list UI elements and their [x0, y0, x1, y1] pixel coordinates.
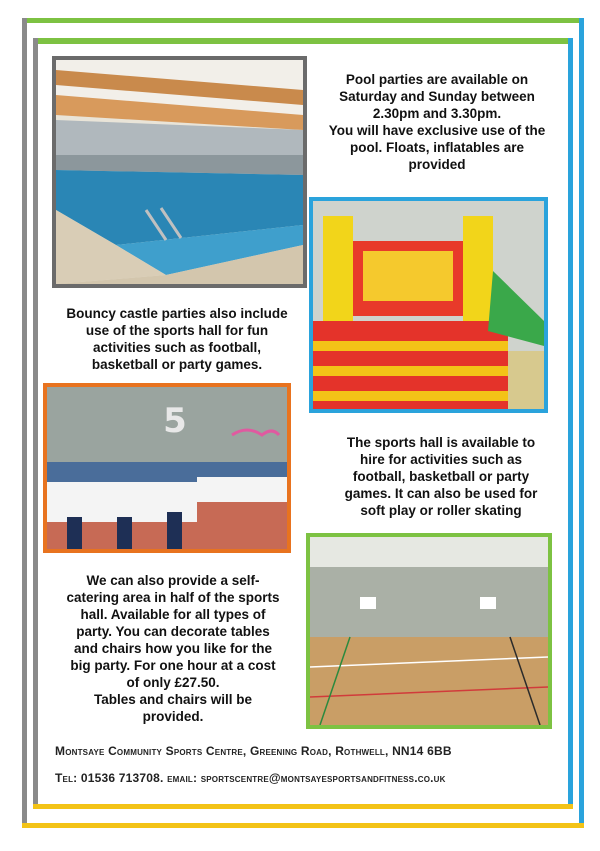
bouncy-line-3: activities such as football, [92, 340, 262, 355]
catering-line-6: big party. For one hour at a cost [70, 658, 276, 673]
catering-line-9: provided. [142, 709, 204, 724]
hall-line-1: The sports hall is available to [346, 435, 536, 450]
bouncy-line-2: use of the sports hall for fun [85, 323, 269, 338]
catering-line-1: We can also provide a self- [86, 573, 260, 588]
sports-hall-text [318, 434, 564, 519]
bottom-yellow-bar [33, 804, 573, 809]
bouncy-line-4: basketball or party games. [91, 357, 263, 372]
catering-line-2: catering area in half of the sports [66, 590, 280, 605]
outer-right-blue-bar [579, 18, 584, 824]
catering-line-4: party. You can decorate tables [76, 624, 270, 639]
bouncy-line-1: Bouncy castle parties also include [66, 306, 288, 321]
pool-line-4: You will have exclusive use of the [328, 123, 546, 138]
pool-line-2: Saturday and Sunday between [339, 89, 535, 104]
inner-left-grey-bar [33, 38, 38, 808]
catering-line-7: of only £27.50. [126, 675, 220, 690]
bouncy-castle-text [48, 305, 306, 373]
outer-bottom-yellow-bar [22, 823, 584, 828]
pool-line-1: Pool parties are available on [345, 72, 529, 87]
pool-line-3: 2.30pm and 3.30pm. [372, 106, 502, 121]
footer-address: Montsaye Community Sports Centre, Greening Road, Rothwell, NN14 6BB [55, 744, 452, 758]
hall-line-3: football, basketball or party [352, 469, 530, 484]
pool-party-text [312, 71, 562, 173]
catering-text [42, 572, 304, 725]
left-grey-bar [22, 18, 27, 824]
inner-green-bar [33, 38, 573, 44]
pool-line-6: provided [408, 157, 466, 172]
bouncy-castle-photo [309, 197, 548, 413]
party-room-photo [43, 383, 291, 553]
catering-line-3: hall. Available for all types of [80, 607, 266, 622]
pool-line-5: pool. Floats, inflatables are [349, 140, 525, 155]
hall-line-4: games. It can also be used for [344, 486, 538, 501]
pool-photo [52, 56, 307, 288]
catering-line-8: Tables and chairs will be [93, 692, 253, 707]
hall-line-5: soft play or roller skating [360, 503, 522, 518]
footer-contact: Tel: 01536 713708. email: sportscentre@montsayesportsandfitness.co.uk [55, 771, 446, 785]
sports-hall-photo [306, 533, 552, 729]
catering-line-5: and chairs how you like for the [73, 641, 273, 656]
hall-line-2: hire for activities such as [359, 452, 523, 467]
balloon-number: 5 [163, 401, 187, 441]
top-green-bar [22, 18, 584, 23]
right-blue-bar [568, 38, 573, 808]
